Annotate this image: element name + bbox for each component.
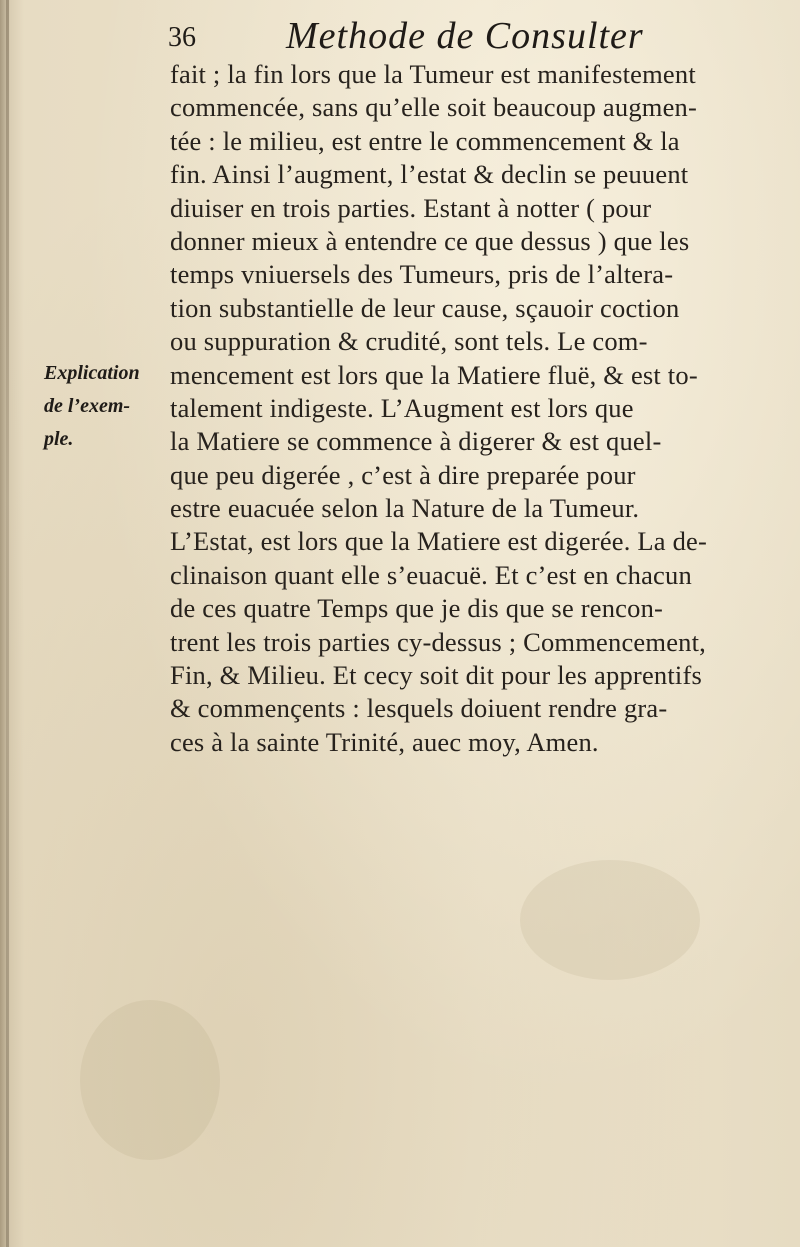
paper-stain [520, 860, 700, 980]
text-line: que peu digerée , c’est à dire preparée pour [170, 459, 636, 490]
text-line: talement indigeste. L’Augment est lors que [170, 392, 634, 423]
text-line: trent les trois parties cy-dessus ; Commencement, [170, 626, 706, 657]
text-line: donner mieux à entendre ce que dessus ) que les [170, 225, 690, 256]
margin-note [44, 357, 164, 456]
text-line: & commençents : lesquels doiuent rendre gra- [170, 693, 668, 724]
text-line: tée : le milieu, est entre le commencement & la [170, 125, 680, 156]
text-line: la Matiere se commence à digerer & est quel- [170, 426, 662, 457]
margin-note-line: Explication [44, 362, 140, 384]
text-line: diuiser en trois parties. Estant à notter ( pour [170, 192, 652, 223]
text-line: ou suppuration & crudité, sont tels. Le com- [170, 326, 648, 357]
page-header [168, 14, 768, 64]
text-line: fin. Ainsi l’augment, l’estat & declin se peuuent [170, 159, 689, 190]
text-line: L’Estat, est lors que la Matiere est digerée. La de- [170, 526, 708, 557]
page-number: 36 [168, 22, 196, 53]
binding-gutter [6, 0, 9, 1247]
margin-note-line: de l’exem- [44, 395, 131, 417]
margin-note-line: ple. [44, 428, 74, 450]
running-title: Methode de Consulter [286, 15, 644, 57]
text-line: commencée, sans qu’elle soit beaucoup augmen- [170, 92, 698, 123]
text-line: de ces quatre Temps que je dis que se rencon- [170, 593, 664, 624]
text-line: ces à la sainte Trinité, auec moy, Amen. [170, 726, 599, 757]
text-line: tion substantielle de leur cause, sçauoir coction [170, 292, 680, 323]
paper-stain [80, 1000, 220, 1160]
text-line: clinaison quant elle s’euacuë. Et c’est en chacun [170, 559, 692, 590]
text-line: fait ; la fin lors que la Tumeur est manifestement [170, 59, 696, 89]
text-line: estre euacuée selon la Nature de la Tumeur. [170, 493, 640, 524]
text-line: Fin, & Milieu. Et cecy soit dit pour les apprentifs [170, 660, 703, 691]
text-line: temps vniuersels des Tumeurs, pris de l’altera- [170, 259, 674, 290]
text-line: mencement est lors que la Matiere fluë, & est to- [170, 359, 698, 390]
body-text [170, 58, 770, 759]
